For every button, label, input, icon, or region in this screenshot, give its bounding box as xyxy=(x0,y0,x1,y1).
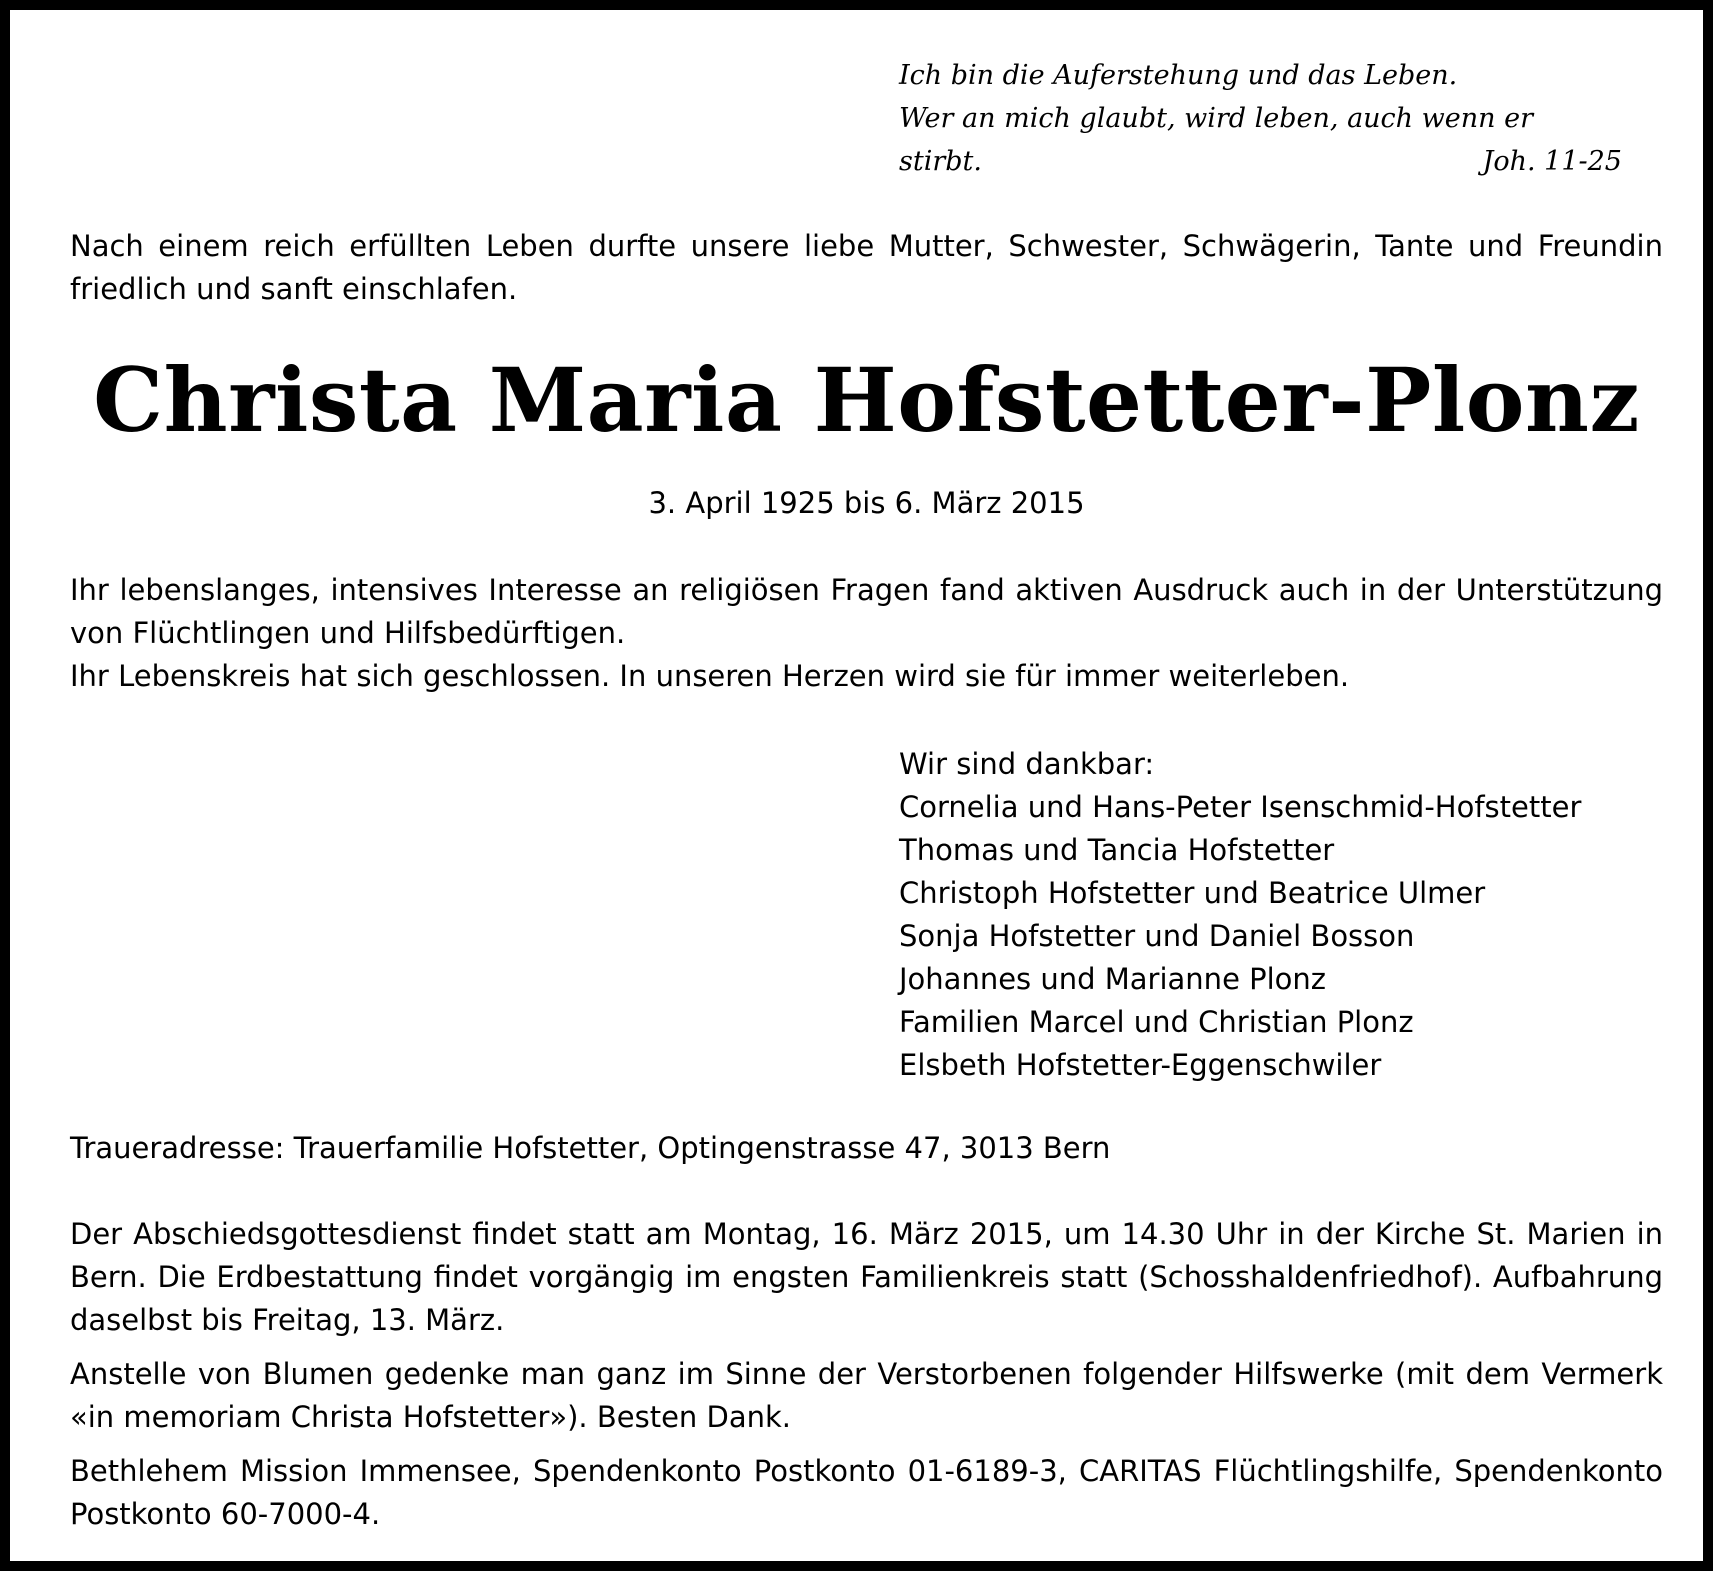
donation-note: Anstelle von Blumen gedenke man ganz im Sinne der Verstorbenen folgender Hilfswerke (mit dem Vermerk «in memoriam Christa Hofstetter»). Besten Dank. xyxy=(70,1357,1663,1434)
mourner-name: Elsbeth Hofstetter-Eggenschwiler xyxy=(899,1048,1382,1082)
mourner-name: Sonja Hofstetter und Daniel Bosson xyxy=(899,919,1415,953)
mourners-list xyxy=(899,743,1581,1087)
mourners-heading: Wir sind dankbar: xyxy=(899,747,1155,781)
tribute-closing-line: Ihr Lebenskreis hat sich geschlossen. In unseren Herzen wird sie für immer weiterleben. xyxy=(70,659,1350,693)
bible-verse-line-1: Ich bin die Auferstehung und das Leben. xyxy=(899,60,1458,91)
bible-verse-line-2: Wer an mich glaubt, wird leben, auch wenn er stirbt. xyxy=(899,103,1533,177)
deceased-name: Christa Maria Hofstetter-Plonz xyxy=(93,348,1640,452)
mourning-address: Traueradresse: Trauerfamilie Hofstetter, Optingenstrasse 47, 3013 Bern xyxy=(70,1131,1111,1165)
intro-paragraph: Nach einem reich erfüllten Leben durfte unsere liebe Mutter, Schwester, Schwägerin, Tante und Freundin friedlich und sanft einschlafen. xyxy=(70,229,1663,306)
mourner-name: Cornelia und Hans-Peter Isenschmid-Hofstetter xyxy=(899,790,1582,824)
mourner-name: Christoph Hofstetter und Beatrice Ulmer xyxy=(899,876,1486,910)
life-dates: 3. April 1925 bis 6. März 2015 xyxy=(648,486,1085,520)
tribute-paragraph: Ihr lebenslanges, intensives Interesse an religiösen Fragen fand aktiven Ausdruck auch in der Unterstützung von Flüchtlingen und Hilfsbedürftigen. xyxy=(70,573,1663,650)
bible-verse-reference: Joh. 11-25 xyxy=(1482,146,1622,177)
donation-accounts: Bethlehem Mission Immensee, Spendenkonto Postkonto 01-6189-3, CARITAS Flüchtlingshilfe, Spendenkonto Postkonto 60-7000-4. xyxy=(70,1454,1663,1531)
service-paragraph: Der Abschiedsgottesdienst findet statt am Montag, 16. März 2015, um 14.30 Uhr in der Kirche St. Marien in Bern. Die Erdbestattung findet vorgängig im engsten Familienkreis statt (Schosshaldenfriedhof). Aufbahrung daselbst bis Freitag, 13. März. xyxy=(70,1217,1663,1337)
mourner-name: Johannes und Marianne Plonz xyxy=(899,962,1327,996)
mourner-name: Familien Marcel und Christian Plonz xyxy=(899,1005,1414,1039)
mourner-name: Thomas und Tancia Hofstetter xyxy=(899,833,1335,867)
